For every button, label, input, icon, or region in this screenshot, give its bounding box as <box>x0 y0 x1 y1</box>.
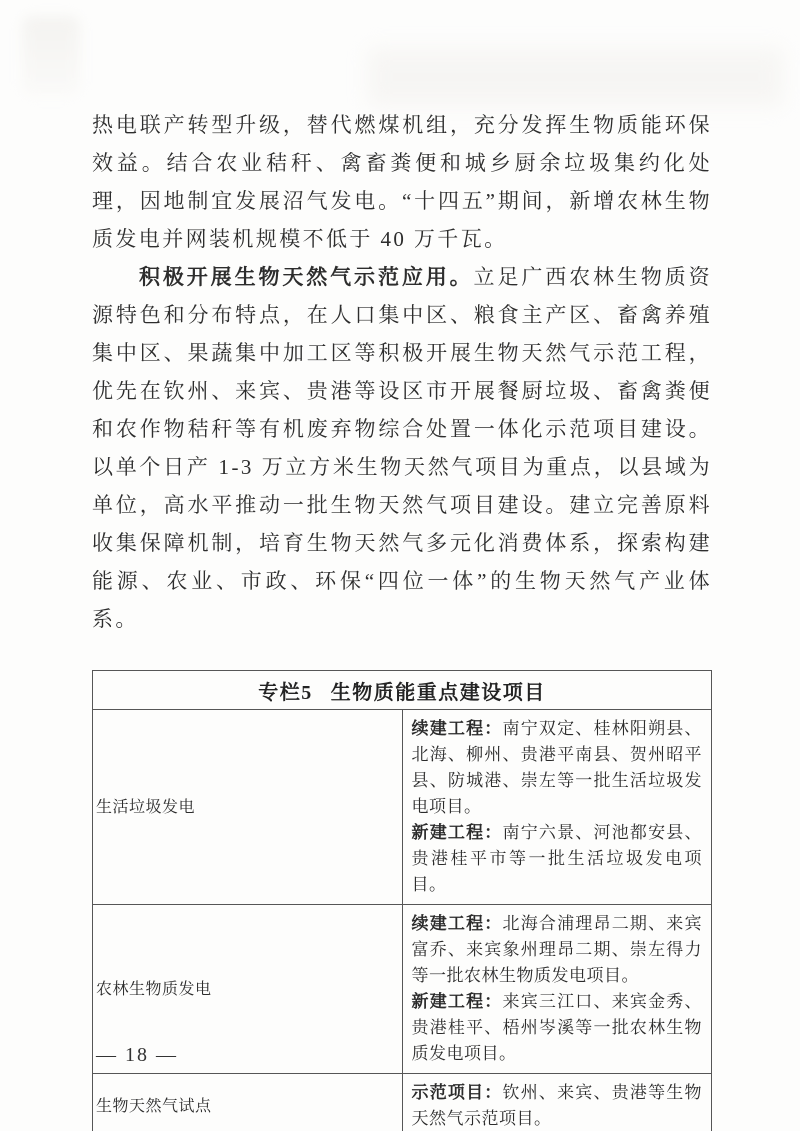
body-text <box>92 106 712 638</box>
project-item-text: 南宁六景、河池都安县、贵港桂平市等一批生活垃圾发电项目。 <box>411 823 702 894</box>
project-item-text: 钦州、来宾、贵港等生物天然气示范项目。 <box>411 1083 702 1128</box>
details-cell <box>402 905 712 1074</box>
table-title-text: 生物质能重点建设项目 <box>330 681 546 704</box>
project-item-text: 北海合浦理昂二期、来宾富乔、来宾象州理昂二期、崇左得力等一批农林生物质发电项目。 <box>411 914 702 985</box>
paragraph-text: 立足广西农林生物质资源特色和分布特点，在人口集中区、粮食主产区、畜禽养殖集中区、果蔬集中加工区等积极开展生物天然气示范工程，优先在钦州、来宾、贵港等设区市开展餐厨垃圾、畜禽粪便和农作物秸秆等有机废弃物综合处置一体化示范项目建设。以单个日产 1-3 万立方米生物天然气项目为重点，以县域为单位，高水平推动一批生物天然气项目建设。建立完善原料收集保障机制，培育生物天然气多元化消费体系，探索构建能源、农业、市政、环保“四位一体”的生物天然气产业体系。 <box>92 265 713 631</box>
scan-artifact <box>368 48 783 106</box>
project-item <box>412 716 703 820</box>
category-cell: 生物天然气试点 <box>93 1074 403 1131</box>
paragraph <box>92 258 712 638</box>
table-row <box>93 1074 712 1131</box>
paragraph <box>92 106 712 258</box>
table-row <box>93 905 712 1074</box>
table-title-row <box>93 671 712 710</box>
details-cell <box>402 1074 712 1131</box>
page-number: — 18 — <box>96 1044 178 1066</box>
table-row <box>93 710 712 905</box>
project-item-text: 南宁双定、桂林阳朔县、北海、柳州、贵港平南县、贺州昭平县、防城港、崇左等一批生活垃圾发电项目。 <box>411 719 702 816</box>
project-item-lead: 新建工程： <box>411 823 503 842</box>
project-item-lead: 示范项目： <box>411 1083 503 1102</box>
scan-artifact <box>22 16 80 96</box>
category-cell: 生活垃圾发电 <box>93 710 403 905</box>
details-cell <box>402 710 712 905</box>
project-item <box>412 820 703 898</box>
project-item <box>412 989 703 1067</box>
table-title-label: 专栏5 <box>258 681 313 704</box>
category-cell: 农林生物质发电 <box>93 905 403 1074</box>
paragraph-lead-bold: 积极开展生物天然气示范应用。 <box>139 265 474 289</box>
project-item <box>412 911 703 989</box>
project-item <box>412 1080 703 1131</box>
paragraph-text: 热电联产转型升级，替代燃煤机组，充分发挥生物质能环保效益。结合农业秸秆、禽畜粪便和城乡厨余垃圾集约化处理，因地制宜发展沼气发电。“十四五”期间，新增农林生物质发电并网装机规模不低于 40 万千瓦。 <box>92 113 712 251</box>
table-title <box>93 671 712 710</box>
page-content <box>92 106 712 1131</box>
project-item-lead: 续建工程： <box>411 914 503 933</box>
project-item-lead: 新建工程： <box>411 992 503 1011</box>
key-projects-table <box>92 670 712 1131</box>
project-item-text: 来宾三江口、来宾金秀、贵港桂平、梧州岑溪等一批农林生物质发电项目。 <box>411 992 702 1063</box>
project-item-lead: 续建工程： <box>411 719 503 738</box>
